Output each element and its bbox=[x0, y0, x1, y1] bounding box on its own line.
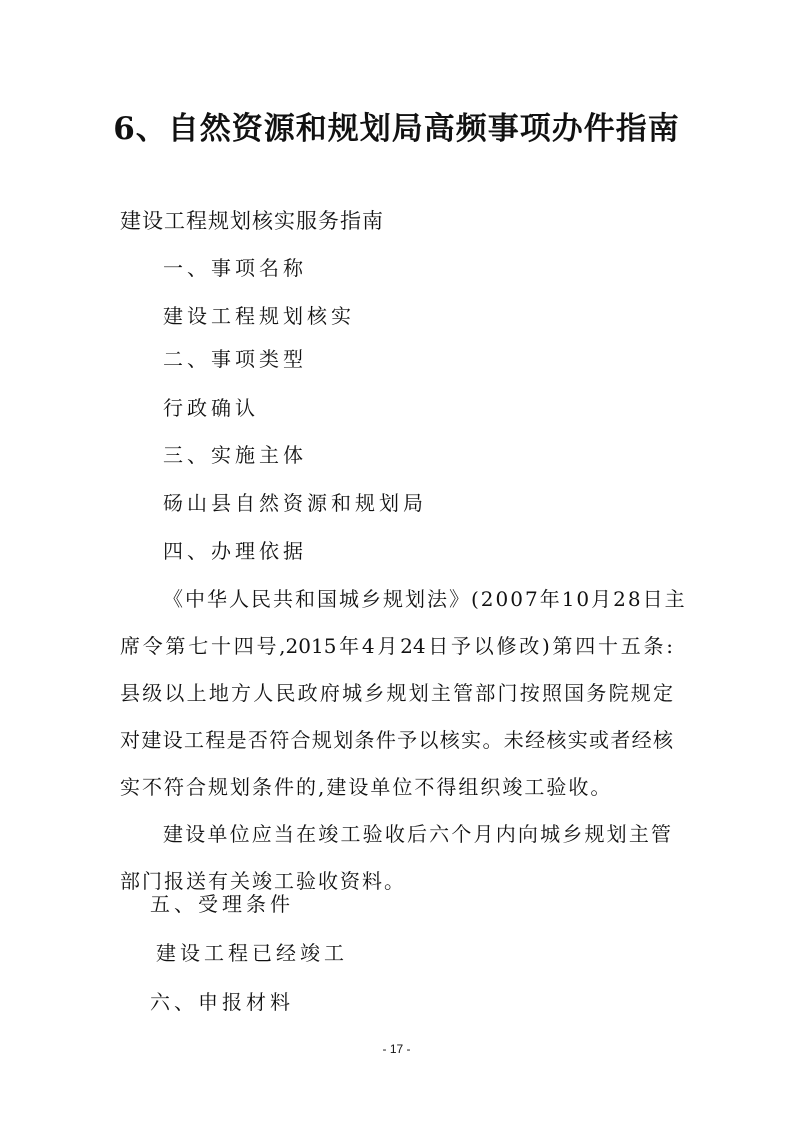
page-title: 6、自然资源和规划局高频事项办件指南 bbox=[113, 111, 680, 147]
section-heading-legal-basis: 四、办理依据 bbox=[163, 539, 307, 563]
section-heading-item-name: 一、事项名称 bbox=[163, 256, 307, 280]
legal-basis-line-2: 席令第七十四号,2015年4月24日予以修改)第四十五条: bbox=[120, 634, 673, 658]
legal-basis-para2-line-1: 建设单位应当在竣工验收后六个月内向城乡规划主管 bbox=[163, 822, 673, 846]
legal-basis-line-4: 对建设工程是否符合规划条件予以核实。未经核实或者经核 bbox=[120, 728, 673, 752]
legal-basis-line-3: 县级以上地方人民政府城乡规划主管部门按照国务院规定 bbox=[120, 681, 673, 705]
legal-basis-line-1: 《中华人民共和国城乡规划法》(2007年10月28日主 bbox=[163, 587, 687, 611]
legal-basis-line-5: 实不符合规划条件的,建设单位不得组织竣工验收。 bbox=[120, 775, 613, 799]
guide-subtitle: 建设工程规划核实服务指南 bbox=[120, 209, 384, 233]
page-number: - 17 - bbox=[382, 1042, 411, 1056]
item-type-value: 行政确认 bbox=[163, 396, 259, 420]
section-heading-item-type: 二、事项类型 bbox=[163, 347, 307, 371]
section-heading-application-materials: 六、申报材料 bbox=[150, 990, 294, 1014]
item-name-value: 建设工程规划核实 bbox=[163, 304, 355, 328]
section-heading-acceptance-conditions: 五、受理条件 bbox=[150, 892, 294, 916]
legal-basis-para2-line-2: 部门报送有关竣工验收资料。 bbox=[120, 869, 406, 893]
implementing-body-value: 砀山县自然资源和规划局 bbox=[163, 491, 427, 515]
section-heading-implementing-body: 三、实施主体 bbox=[163, 443, 307, 467]
acceptance-conditions-value: 建设工程已经竣工 bbox=[156, 941, 348, 965]
